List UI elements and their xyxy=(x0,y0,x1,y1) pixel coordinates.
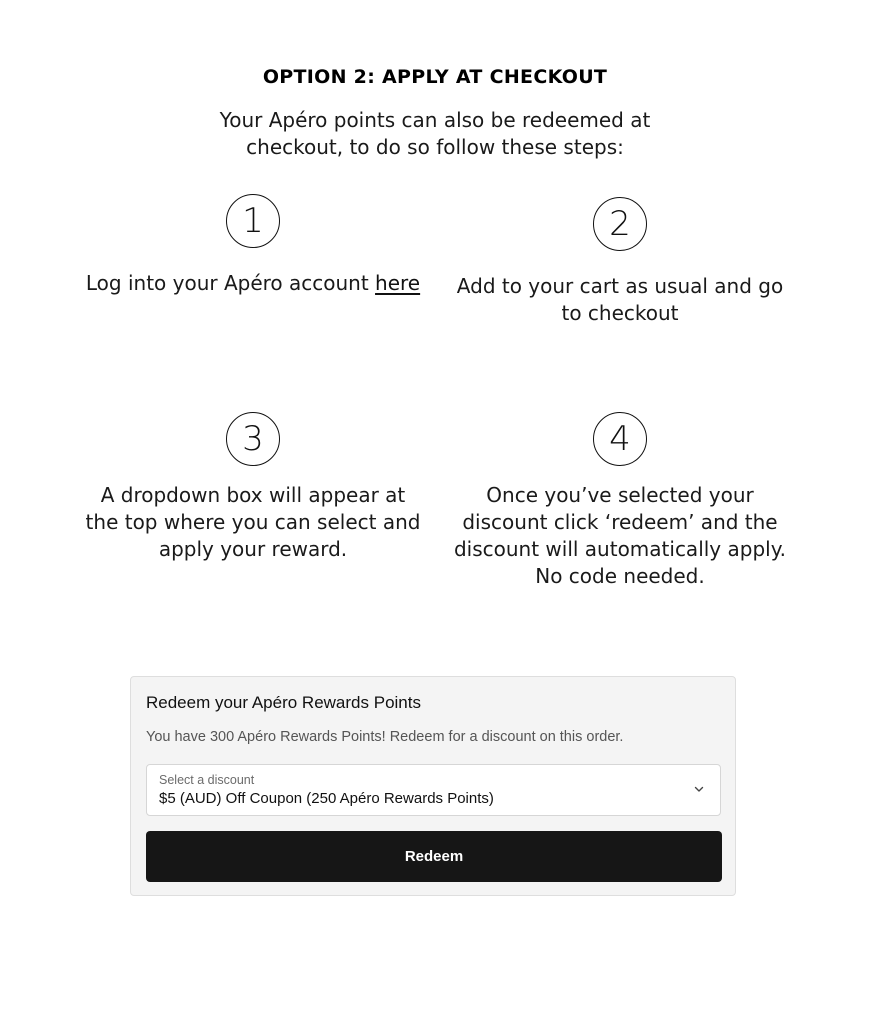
discount-select-value: $5 (AUD) Off Coupon (250 Apéro Rewards Points) xyxy=(159,790,494,807)
step-1 xyxy=(83,194,423,297)
step-number-circle: 3 xyxy=(226,412,280,466)
step-text xyxy=(83,270,423,297)
page-heading: OPTION 2: APPLY AT CHECKOUT xyxy=(262,66,608,88)
chevron-down-icon xyxy=(693,783,705,795)
step-4 xyxy=(450,412,790,590)
discount-select[interactable] xyxy=(146,764,721,816)
discount-select-label: Select a discount xyxy=(159,773,255,787)
login-link[interactable]: here xyxy=(375,271,421,295)
step-text: A dropdown box will appear at the top where you can select and apply your reward. xyxy=(85,483,421,561)
step-number-circle: 1 xyxy=(226,194,280,248)
step-text-prefix: Log into your Apéro account xyxy=(85,271,376,295)
redeem-rewards-card xyxy=(130,676,736,896)
step-2 xyxy=(450,197,790,327)
intro-text: Your Apéro points can also be redeemed at checkout, to do so follow these steps: xyxy=(219,108,651,159)
redeem-card-title: Redeem your Apéro Rewards Points xyxy=(146,693,421,712)
redeem-button[interactable]: Redeem xyxy=(146,831,722,882)
step-3 xyxy=(83,412,423,563)
step-number-circle: 4 xyxy=(593,412,647,466)
points-balance-text: You have 300 Apéro Rewards Points! Redeem for a discount on this order. xyxy=(146,729,624,745)
step-number-circle: 2 xyxy=(593,197,647,251)
step-text: Add to your cart as usual and go to checkout xyxy=(456,274,784,325)
step-text: Once you’ve selected your discount click ‘redeem’ and the discount will automatically apply. No code needed. xyxy=(453,483,787,588)
